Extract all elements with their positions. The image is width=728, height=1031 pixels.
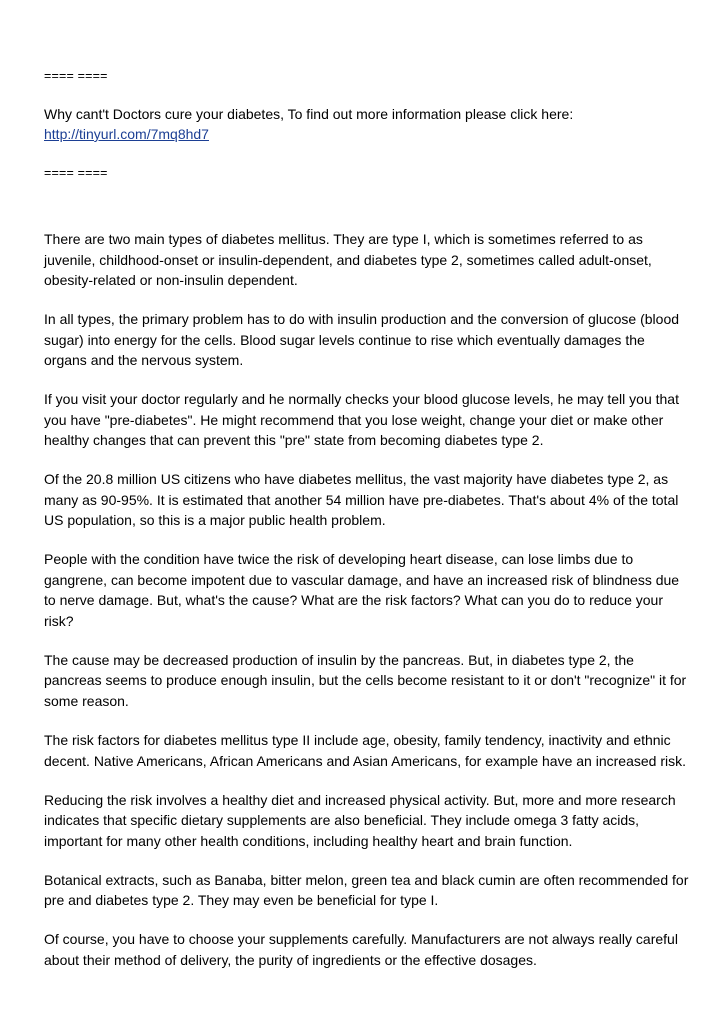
article-text: [44, 229, 689, 970]
promo-text: Why cant't Doctors cure your diabetes, To find out more information please click here:: [44, 105, 574, 122]
paragraph-primary-problem: In all types, the primary problem has to do with insulin production and the conversion of glucose (blood sugar) into energy for the cells. Blood sugar levels continue to rise which eventually damages the organs and the nervous system.: [44, 311, 680, 369]
paragraph-risk-factors: The risk factors for diabetes mellitus type II include age, obesity, family tendency, inactivity and ethnic decent. Native Americans, African Americans and Asian Americans, for example have an increased risk.: [44, 732, 686, 769]
separator-bottom: ==== ====: [44, 165, 108, 180]
promo-block: [44, 104, 689, 145]
document-body: [44, 66, 689, 989]
paragraph-cause: The cause may be decreased production of insulin by the pancreas. But, in diabetes type 2, the pancreas seems to produce enough insulin, but the cells become resistant to it or don't "recognize" it for some reason.: [44, 651, 687, 709]
paragraph-risks: People with the condition have twice the risk of developing heart disease, can lose limbs due to gangrene, can become impotent due to vascular damage, and have an increased risk of blindness due to nerve damage. But, what's the cause? What are the risk factors? What can you do to reduce your risk?: [44, 551, 680, 629]
paragraph-reducing-risk: Reducing the risk involves a healthy diet and increased physical activity. But, more and more research indicates that specific dietary supplements are also beneficial. They include omega 3 fatty acids, important for many other health conditions, including healthy heart and brain function.: [44, 791, 676, 849]
separator-top: ==== ====: [44, 69, 108, 83]
promo-link[interactable]: http://tinyurl.com/7mq8hd7: [44, 126, 209, 142]
paragraph-botanical-extracts: Botanical extracts, such as Banaba, bitter melon, green tea and black cumin are often recommended for pre and diabetes type 2. They may even be beneficial for type I.: [44, 871, 689, 909]
paragraph-statistics: Of the 20.8 million US citizens who have diabetes mellitus, the vast majority have diabetes type 2, as many as 90-95%. It is estimated that another 54 million have pre-diabetes. That's about 4% of the total US population, so this is a major public health problem.: [44, 471, 679, 529]
paragraph-types: There are two main types of diabetes mellitus. They are type I, which is sometimes referred to as juvenile, childhood-onset or insulin-dependent, and diabetes type 2, sometimes called adult-onset, obesity-related or non-insulin dependent.: [44, 231, 652, 288]
paragraph-pre-diabetes: If you visit your doctor regularly and he normally checks your blood glucose levels, he may tell you that you have "pre-diabetes". He might recommend that you lose weight, change your diet or make other healthy changes that can prevent this "pre" state from becoming diabetes type 2.: [44, 391, 679, 449]
paragraph-choose-supplements: Of course, you have to choose your supplements carefully. Manufacturers are not always really careful about their method of delivery, the purity of ingredients or the effective dosages.: [44, 931, 678, 968]
